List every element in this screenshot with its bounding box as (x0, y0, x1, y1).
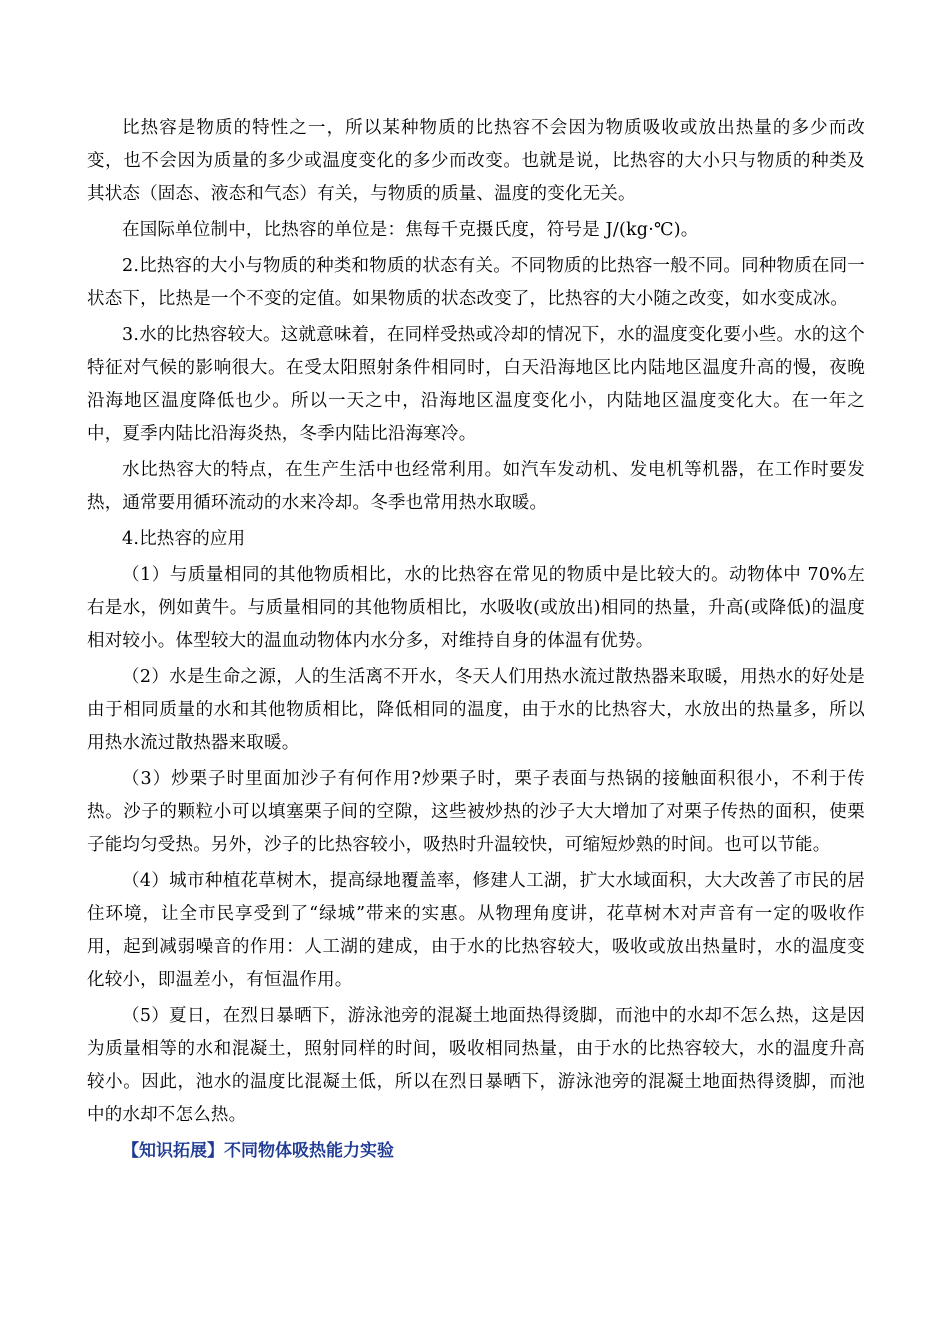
paragraph-application-5: （5）夏日，在烈日暴晒下，游泳池旁的混凝土地面热得烫脚，而池中的水却不怎么热，这是因为质量相等的水和混凝土，照射同样的时间，吸收相同热量，由于水的比热容较大，水的温度升高较小。因此，池水的温度比混凝土低，所以在烈日暴晒下，游泳池旁的混凝土地面热得烫脚，而池中的水却不怎么热。 (87, 1006, 865, 1125)
paragraph-specific-heat-property: 比热容是物质的特性之一，所以某种物质的比热容不会因为物质吸收或放出热量的多少而改变，也不会因为质量的多少或温度变化的多少而改变。也就是说，比热容的大小只与物质的种类及其状态（固态、液态和气态）有关，与物质的质量、温度的变化无关。 (87, 118, 865, 204)
paragraph-water-usage: 水比热容大的特点，在生产生活中也经常利用。如汽车发动机、发电机等机器，在工作时要发热，通常要用循环流动的水来冷却。冬季也常用热水取暖。 (87, 460, 865, 513)
paragraph-point-2: 2.比热容的大小与物质的种类和物质的状态有关。不同物质的比热容一般不同。同种物质在同一状态下，比热是一个不变的定值。如果物质的状态改变了，比热容的大小随之改变，如水变成冰。 (87, 256, 865, 309)
paragraph-application-4: （4）城市种植花草树木，提高绿地覆盖率，修建人工湖，扩大水域面积，大大改善了市民的居住环境，让全市民享受到了“绿城”带来的实惠。从物理角度讲，花草树木对声音有一定的吸收作用，起到减弱噪音的作用：人工湖的建成，由于水的比热容较大，吸收或放出热量时，水的温度变化较小，即温差小，有恒温作用。 (87, 871, 865, 990)
paragraph-application-3: （3）炒栗子时里面加沙子有何作用?炒栗子时，栗子表面与热锅的接触面积很小，不利于传热。沙子的颗粒小可以填塞栗子间的空隙，这些被炒热的沙子大大增加了对栗子传热的面积，使栗子能均匀受热。另外，沙子的比热容较小，吸热时升温较快，可缩短炒熟的时间。也可以节能。 (87, 769, 865, 855)
paragraph-application-1: （1）与质量相同的其他物质相比，水的比热容在常见的物质中是比较大的。动物体中 70%左右是水，例如黄牛。与质量相同的其他物质相比，水吸收(或放出)相同的热量，升高(或降低)的温度相对较小。体型较大的温血动物体内水分多，对维持自身的体温有优势。 (87, 565, 865, 651)
paragraph-point-4-title: 4.比热容的应用 (122, 529, 246, 549)
section-heading-knowledge-extension: 【知识拓展】不同物体吸热能力实验 (122, 1141, 394, 1161)
paragraph-specific-heat-unit: 在国际单位制中，比热容的单位是：焦每千克摄氏度，符号是 J/(kg·℃)。 (122, 220, 699, 240)
document-body (87, 112, 865, 1168)
paragraph-point-3: 3.水的比热容较大。这就意味着，在同样受热或冷却的情况下，水的温度变化要小些。水的这个特征对气候的影响很大。在受太阳照射条件相同时，白天沿海地区比内陆地区温度升高的慢，夜晚沿海地区温度降低也少。所以一天之中，沿海地区温度变化小，内陆地区温度变化大。在一年之中，夏季内陆比沿海炎热，冬季内陆比沿海寒冷。 (87, 325, 865, 444)
paragraph-application-2: （2）水是生命之源，人的生活离不开水，冬天人们用热水流过散热器来取暖，用热水的好处是由于相同质量的水和其他物质相比，降低相同的温度，由于水的比热容大，水放出的热量多，所以用热水流过散热器来取暖。 (87, 667, 865, 753)
